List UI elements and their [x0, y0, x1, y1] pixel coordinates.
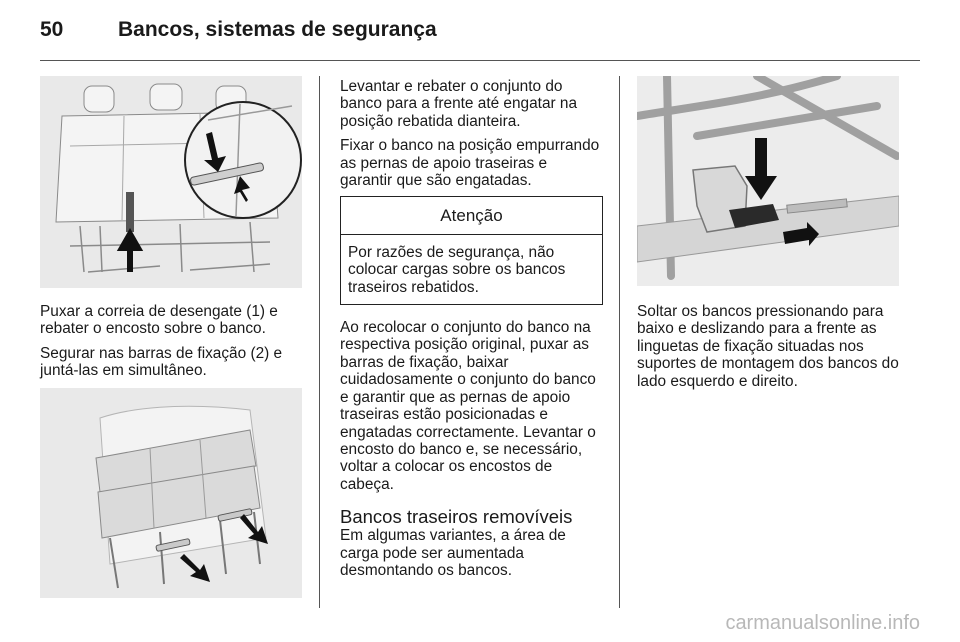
column-3-text: [637, 303, 903, 397]
figure-seat-mounting-latch: [637, 76, 899, 286]
page-header: [40, 18, 920, 48]
paragraph: Ao recolocar o conjunto do banco na respectiva posição original, puxar as barras de fixação, baixar cuidadosamente o conjunto do banco e garantir que as pernas de apoio traseiras estão posicionadas e engatadas correctamente. Levantar o encosto do banco e, se necessário, voltar a colocar os encostos de cabeça.: [340, 319, 596, 493]
warning-box: [340, 196, 603, 305]
column-divider-right: [619, 76, 620, 608]
column-1-text-top: [40, 303, 306, 387]
paragraph: Levantar e rebater o conjunto do banco para a frente até engatar na posição rebatida dianteira.: [340, 78, 578, 130]
page-number: 50: [40, 18, 64, 41]
header-rule: [40, 60, 920, 61]
watermark: carmanualsonline.info: [725, 612, 920, 634]
paragraph: Segurar nas barras de fixação (2) e juntá-las em simultâneo.: [40, 344, 283, 380]
paragraph: Fixar o banco na posição empurrando as pernas de apoio traseiras e garantir que são engatadas.: [340, 137, 600, 190]
paragraph: Soltar os bancos pressionando para baixo e deslizando para a frente as linguetas de fixação situadas nos suportes de montagem dos bancos do lado esquerdo e direito.: [637, 303, 899, 390]
paragraph: Em algumas variantes, a área de carga pode ser aumentada desmontando os bancos.: [340, 527, 566, 579]
warning-title: Atenção: [341, 197, 602, 234]
paragraph: Puxar a correia de desengate (1) e rebater o encosto sobre o banco.: [40, 303, 278, 338]
warning-text: Por razões de segurança, não colocar cargas sobre os bancos traseiros rebatidos.: [348, 243, 566, 296]
page-title: Bancos, sistemas de segurança: [118, 18, 437, 41]
section-heading: Bancos traseiros removíveis: [340, 506, 573, 528]
figure-seat-backrest-release: [40, 76, 302, 288]
column-2-text: [340, 78, 603, 586]
figure-seat-fixing-bars: [40, 388, 302, 598]
column-divider-left: [319, 76, 320, 608]
